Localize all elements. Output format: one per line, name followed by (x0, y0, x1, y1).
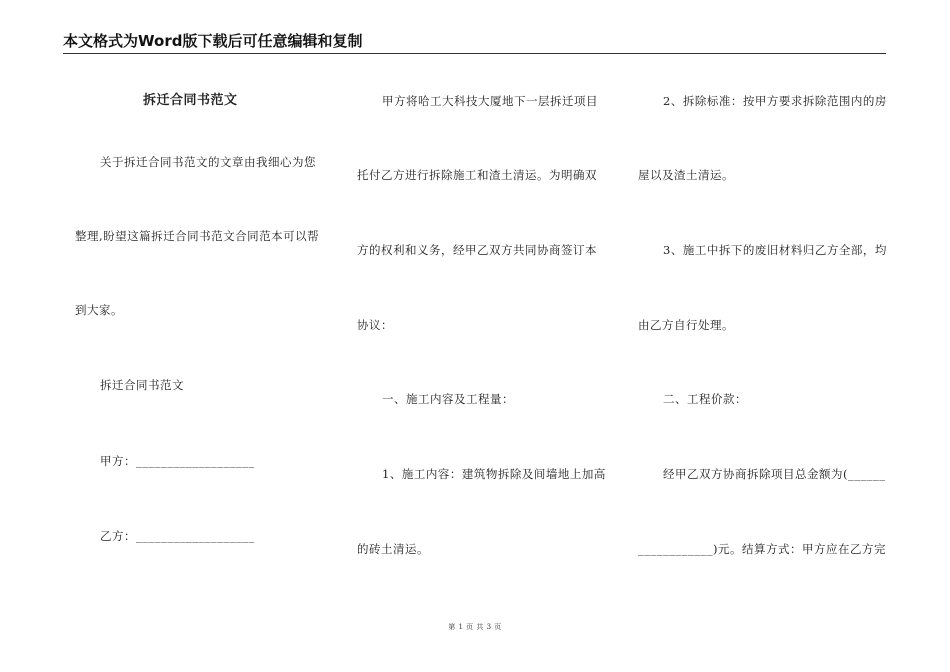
document-header: 本文格式为Word版下载后可任意编辑和复制 (63, 32, 363, 50)
document-title: 拆迁合同书范文 (143, 93, 238, 108)
body-line: 3、施工中拆下的废旧材料归乙方全部，均 (663, 243, 887, 257)
body-line: 由乙方自行处理。 (638, 318, 734, 332)
section-heading-1: 一、施工内容及工程量： (382, 392, 514, 406)
header-divider (63, 53, 886, 54)
body-line: 的砖土清运。 (357, 542, 429, 556)
party-b-line: 乙方：___________________ (100, 529, 255, 543)
body-line: 经甲乙双方协商拆除项目总金额为(______ (663, 467, 886, 481)
body-line: 协议： (357, 318, 393, 332)
subtitle: 拆迁合同书范文 (100, 378, 184, 392)
body-line: 1、施工内容：建筑物拆除及间墙地上加高 (382, 467, 606, 481)
body-line: ____________)元。结算方式：甲方应在乙方完 (638, 542, 886, 556)
intro-line-1: 关于拆迁合同书范文的文章由我细心为您 (100, 155, 316, 169)
section-heading-2: 二、工程价款： (663, 392, 747, 406)
body-line: 2、拆除标准：按甲方要求拆除范围内的房 (663, 94, 887, 108)
party-a-line: 甲方：___________________ (100, 454, 255, 468)
body-line: 屋以及渣土清运。 (638, 168, 734, 182)
body-line: 方的权利和义务，经甲乙双方共同协商签订本 (357, 243, 597, 257)
page-number: 第 1 页 共 3 页 (448, 623, 502, 631)
body-line: 甲方将哈工大科技大厦地下一层拆迁项目 (382, 94, 598, 108)
intro-line-3: 到大家。 (75, 303, 123, 317)
intro-line-2: 整理,盼望这篇拆迁合同书范文合同范本可以帮 (75, 229, 320, 243)
body-line: 托付乙方进行拆除施工和渣土清运。为明确双 (357, 168, 597, 182)
